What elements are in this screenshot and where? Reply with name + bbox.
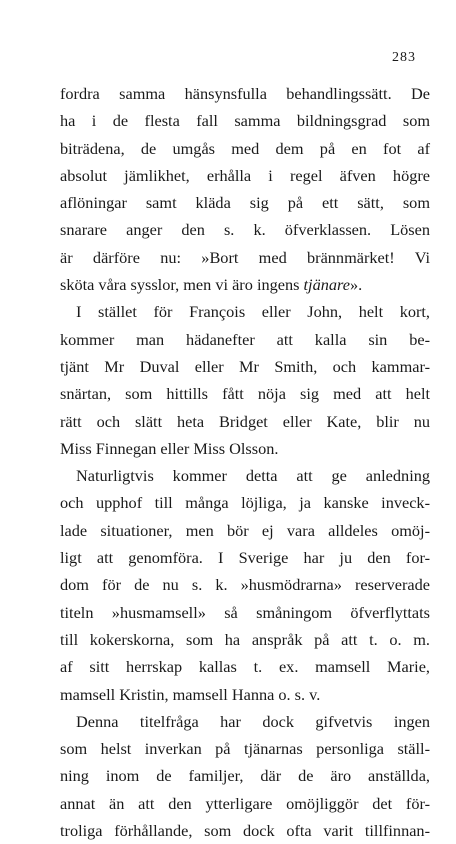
text-line	[60, 544, 430, 571]
text-line-content: snärtan, som hittills fått nöja sig med att helt	[60, 384, 430, 404]
text-line-content: I stället för François eller John, helt kort,	[76, 302, 430, 322]
text-line-content: af sitt herrskap kallas t. ex. mamsell Marie,	[60, 657, 430, 677]
text-line-content: titeln »husmamsell» så småningom öfverflyttats	[60, 602, 430, 622]
text-line-content: snarare anger den s. k. öfverklassen. Lösen	[60, 220, 430, 240]
text-line-content: som helst inverkan på tjänarnas personliga ställ-	[60, 739, 430, 759]
text-line	[60, 380, 430, 407]
text-line	[60, 298, 430, 325]
page-number: 283	[392, 50, 416, 65]
text-line-content: är därföre nu: »Bort med brännmärket! Vi	[60, 247, 430, 267]
text-line-content: tjänt Mr Duval eller Mr Smith, och kammar-	[60, 356, 430, 376]
text-line	[60, 571, 430, 598]
text-line-content: aflöningar samt kläda sig på ett sätt, som	[60, 193, 430, 213]
text-line	[60, 517, 430, 544]
text-line	[60, 735, 430, 762]
text-line-content: ligt att genomföra. I Sverige har ju den for-	[60, 548, 430, 568]
text-line	[60, 462, 430, 489]
text-line	[60, 762, 430, 789]
text-line-content: Naturligtvis kommer detta att ge anledning	[76, 466, 430, 486]
italic-word: tjänare	[303, 275, 350, 295]
text-line	[60, 162, 430, 189]
text-line-content: till kokerskorna, som ha anspråk på att t. o. m.	[60, 629, 430, 649]
text-line	[60, 216, 430, 243]
text-line-content: absolut jämlikhet, erhålla i regel äfven högre	[60, 165, 430, 185]
text-line	[60, 653, 430, 680]
text-line-content: troliga förhållande, som dock ofta varit tillfinnan-	[60, 821, 430, 841]
text-line	[60, 708, 430, 735]
text-line	[60, 817, 430, 844]
text-line-content: ha i de flesta fall samma bildningsgrad som	[60, 111, 430, 131]
text-line-content: rätt och slätt heta Bridget eller Kate, blir nu	[60, 411, 430, 431]
text-line-content: och upphof till många löjliga, ja kanske inveck-	[60, 493, 430, 513]
text-line	[60, 435, 430, 462]
text-line-content: fordra samma hänsynsfulla behandlingssätt. De	[60, 84, 430, 103]
text-line	[60, 326, 430, 353]
text-line-content: Denna titelfråga har dock gifvetvis ingen	[76, 711, 430, 731]
text-line-content: biträdena, de umgås med dem på en fot af	[60, 138, 430, 158]
text-line	[60, 626, 430, 653]
text-line	[60, 244, 430, 271]
text-line	[60, 681, 430, 708]
body-text	[60, 80, 430, 844]
text-line	[60, 353, 430, 380]
text-line	[60, 80, 430, 107]
text-line	[60, 189, 430, 216]
text-line-content: Miss Finnegan eller Miss Olsson.	[60, 438, 279, 458]
text-line-content: ning inom de familjer, där de äro anställda,	[60, 766, 430, 786]
text-line	[60, 135, 430, 162]
text-line	[60, 408, 430, 435]
closing-punctuation: ».	[349, 275, 363, 295]
text-line-content: lade situationer, men bör ej vara alldeles omöj-	[60, 520, 430, 540]
text-line	[60, 271, 430, 298]
text-line-content: sköta våra sysslor, men vi äro ingens	[60, 275, 300, 295]
text-line-content: dom för de nu s. k. »husmödrarna» reserverade	[60, 575, 430, 595]
text-line	[60, 107, 430, 134]
text-line-content: kommer man hädanefter att kalla sin be-	[60, 329, 430, 349]
text-line	[60, 790, 430, 817]
text-line-content: annat än att den ytterligare omöjliggör det för-	[60, 793, 430, 813]
text-line	[60, 489, 430, 516]
text-line-content: mamsell Kristin, mamsell Hanna o. s. v.	[60, 684, 321, 704]
text-line	[60, 599, 430, 626]
